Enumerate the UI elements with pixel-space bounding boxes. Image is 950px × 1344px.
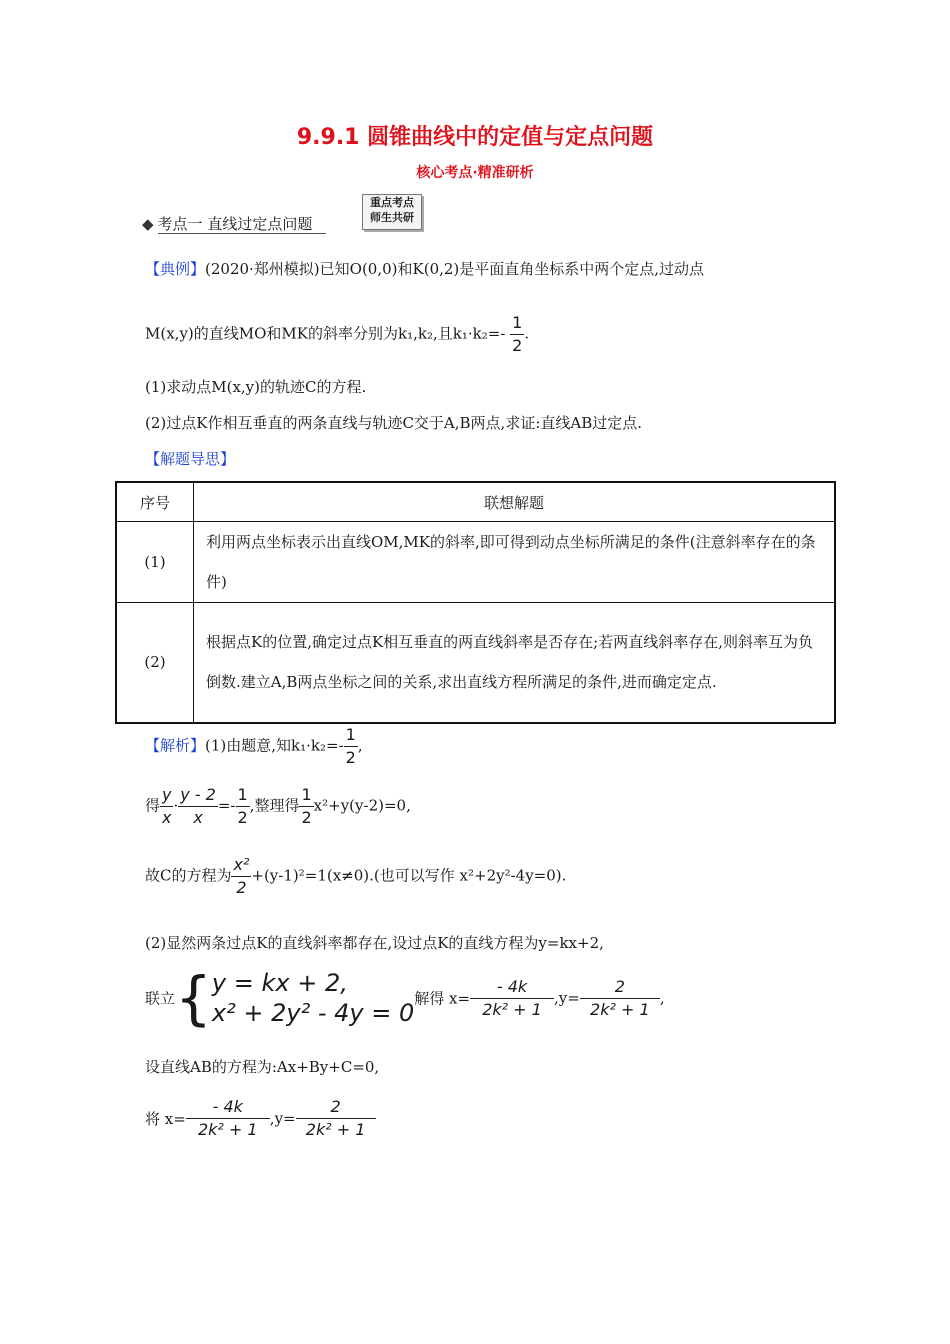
example-text-1: (2020·郑州模拟)已知O(0,0)和K(0,2)是平面直角坐标系中两个定点,过动点: [205, 260, 705, 278]
section-heading: [142, 213, 326, 234]
fraction-numerator: - 4k: [212, 1097, 243, 1116]
solution-text: 故C的方程为: [145, 866, 232, 885]
fraction: [510, 312, 524, 357]
fraction-denominator: 2: [301, 808, 312, 827]
fraction-numerator: 1: [237, 785, 248, 804]
fraction-numerator: y: [162, 785, 172, 804]
fraction: [236, 784, 250, 829]
fraction-denominator: 2: [237, 808, 248, 827]
solution-text: ,y=: [269, 1109, 296, 1128]
fraction-numerator: 2: [614, 976, 625, 996]
stamp-line-1: 重点考点: [370, 196, 414, 209]
fraction-denominator: 2: [512, 336, 523, 355]
equation-system: [212, 968, 414, 1028]
fraction-numerator: - 4k: [496, 976, 528, 996]
fraction-denominator: 2: [345, 748, 356, 767]
fraction: [178, 784, 218, 829]
table-row: [116, 522, 835, 603]
table-cell-text: 利用两点坐标表示出直线OM,MK的斜率,即可得到动点坐标所满足的条件(注意斜率存在的条件): [194, 522, 836, 603]
question-1: (1)求动点M(x,y)的轨迹C的方程.: [145, 378, 367, 396]
fraction-numerator: 2: [330, 1097, 341, 1116]
fraction-denominator: 2: [231, 876, 251, 899]
fraction: [299, 784, 313, 829]
fraction: [160, 784, 173, 829]
stamp-line-2: 师生共研: [370, 211, 414, 224]
page-subtitle: 核心考点·精准研析: [416, 165, 534, 181]
fraction: [296, 1096, 376, 1141]
table-cell-index: (2): [116, 603, 194, 723]
fraction: [231, 854, 251, 899]
diamond-icon: ◆: [142, 215, 154, 233]
punct: .: [524, 324, 530, 343]
table-header-content: 联想解题: [194, 482, 836, 522]
fraction-denominator: 2k² + 1: [186, 1118, 270, 1141]
solution-line-5: [145, 964, 665, 1032]
punct: ,: [659, 989, 665, 1007]
table-cell-text: 根据点K的位置,确定过点K相互垂直的两直线斜率是否存在;若两直线斜率存在,则斜率互为负倒数.建立A,B两点坐标之间的关系,求出直线方程所满足的条件,进而确定定点.: [194, 603, 836, 723]
table-cell-index: (1): [116, 522, 194, 603]
fraction-denominator: 2k² + 1: [470, 998, 554, 1021]
question-2: (2)过点K作相互垂直的两条直线与轨迹C交于A,B两点,求证:直线AB过定点.: [145, 414, 643, 432]
equals: =-: [217, 796, 236, 815]
dot-operator: ·: [173, 796, 179, 815]
solution-text: 联立: [145, 989, 176, 1008]
solution-text: 将 x=: [145, 1110, 186, 1128]
fraction: [344, 724, 358, 769]
solution-text: ,y=: [554, 989, 580, 1007]
page-title: 9.9.1 圆锥曲线中的定值与定点问题: [296, 125, 654, 150]
fraction-numerator: x²: [233, 855, 250, 874]
equation-2: x² + 2y² - 4y = 0: [211, 999, 415, 1027]
example-line-1: [145, 258, 704, 279]
table-row: [116, 603, 835, 723]
guide-table: [115, 481, 836, 724]
table-header-row: [116, 482, 835, 522]
brace-icon: {: [175, 964, 212, 1032]
solution-line-6: 设直线AB的方程为:Ax+By+C=0,: [145, 1058, 380, 1076]
fraction: [186, 1096, 270, 1141]
equation-1: y = kx + 2,: [211, 969, 348, 997]
solution-text: +(y-1)²=1(x≠0).(也可以写作 x²+2y²-4y=0).: [251, 866, 567, 885]
example-line-2: [145, 312, 529, 357]
example-text-2: M(x,y)的直线MO和MK的斜率分别为k₁,k₂,且k₁·k₂=-: [145, 324, 506, 343]
solution-line-2: [145, 784, 411, 829]
fraction-denominator: 2k² + 1: [580, 998, 660, 1021]
fraction-denominator: x: [162, 808, 172, 827]
solution-text: ,整理得: [249, 796, 300, 815]
fraction-numerator: 1: [301, 785, 312, 804]
solution-tag: 【解析】: [145, 736, 206, 755]
fraction-numerator: y - 2: [180, 785, 216, 804]
fraction-denominator: 2k² + 1: [296, 1118, 376, 1141]
fraction-denominator: x: [178, 806, 218, 829]
solution-text: 得: [145, 796, 161, 815]
punct: ,: [357, 736, 363, 755]
fraction-numerator: 1: [512, 313, 523, 332]
example-tag: 【典例】: [145, 260, 206, 278]
guide-tag: 【解题导思】: [145, 450, 236, 468]
solution-line-4: (2)显然两条过点K的直线斜率都存在,设过点K的直线方程为y=kx+2,: [145, 934, 604, 952]
solution-text: 解得 x=: [414, 989, 471, 1008]
solution-line-3: [145, 854, 566, 899]
solution-text: x²+y(y-2)=0,: [313, 796, 411, 815]
section-heading-text: 考点一 直线过定点问题: [158, 215, 327, 234]
solution-line-7: [145, 1096, 376, 1141]
fraction-numerator: 1: [345, 725, 356, 744]
fraction: [470, 976, 554, 1021]
solution-line-1: [145, 724, 363, 769]
solution-text: (1)由题意,知k₁·k₂=-: [205, 736, 344, 755]
key-point-stamp: [362, 194, 422, 230]
fraction: [580, 976, 660, 1021]
table-header-index: 序号: [116, 482, 194, 522]
